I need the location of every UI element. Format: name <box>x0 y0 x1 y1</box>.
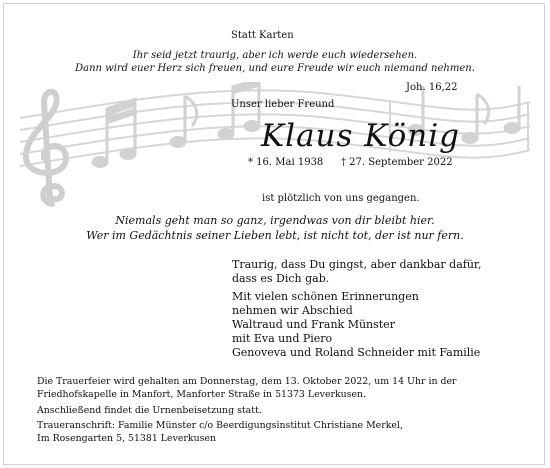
quote-line-1: Niemals geht man so ganz, irgendwas von dir bleibt hier. <box>115 214 435 227</box>
deceased-name: Klaus König <box>261 118 460 154</box>
quote-line-2: Wer im Gedächtnis seiner Lieben lebt, ist nicht tot, der ist nur fern. <box>86 229 464 242</box>
signatory-name: Waltraud und Frank Münster <box>232 318 395 331</box>
signatory-name: mit Eva und Piero <box>232 332 333 345</box>
intro-text: Unser lieber Freund <box>231 99 335 110</box>
urn-burial-info: Anschließend findet die Urnenbeisetzung statt. <box>37 405 262 416</box>
funeral-info-line-2: Friedhofskapelle in Manfort, Manforter Straße in 51373 Leverkusen. <box>37 389 367 400</box>
verse-line-2: Dann wird euer Herz sich freuen, und eure Freude wir euch niemand nehmen. <box>75 63 475 74</box>
mourning-line-1: Traurig, dass Du gingst, aber dankbar dafür, <box>232 258 482 271</box>
signatory-name: Genoveva und Roland Schneider mit Familie <box>232 346 481 359</box>
funeral-info-line-1: Die Trauerfeier wird gehalten am Donnerstag, dem 13. Oktober 2022, um 14 Uhr in der <box>37 376 457 387</box>
statt-karten-label: Statt Karten <box>231 30 294 41</box>
farewell-intro-1: Mit vielen schönen Erinnerungen <box>232 290 419 303</box>
mourning-address-line-1: Traueranschrift: Familie Münster c/o Beerdigungsinstitut Christiane Merkel, <box>37 420 403 431</box>
verse-line-1: Ihr seid jetzt traurig, aber ich werde euch wiedersehen. <box>132 50 418 61</box>
death-date: † 27. September 2022 <box>341 157 453 168</box>
mourning-line-2: dass es Dich gab. <box>232 272 330 285</box>
birth-date: * 16. Mai 1938 <box>248 157 324 168</box>
farewell-intro-2: nehmen wir Abschied <box>232 304 353 317</box>
verse-reference: Joh. 16,22 <box>406 82 458 93</box>
mourning-address-line-2: Im Rosengarten 5, 51381 Leverkusen <box>37 433 217 444</box>
passed-away-text: ist plötzlich von uns gegangen. <box>262 193 420 204</box>
